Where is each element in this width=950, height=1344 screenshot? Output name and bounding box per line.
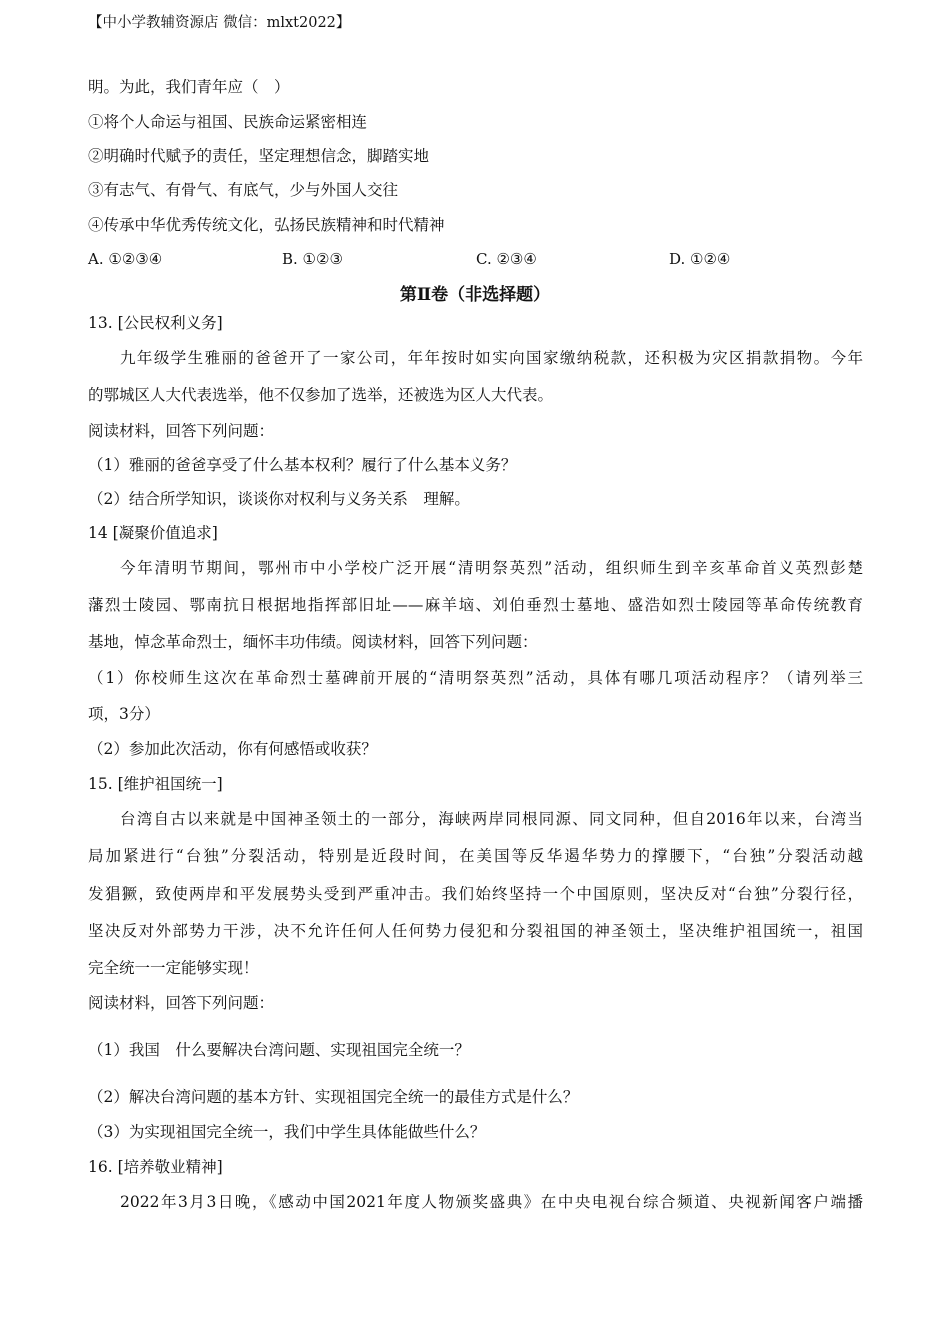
q15-material-line-5: 完全统一一定能够实现！ bbox=[88, 959, 259, 977]
page-header: 【中小学教辅资源店 微信：mlxt2022】 bbox=[88, 15, 351, 31]
q15-question-3: （3）为实现祖国完全统一，我们中学生具体能做些什么？ bbox=[88, 1123, 486, 1141]
q14-material-line-3: 基地，悼念革命烈士，缅怀丰功伟绩。阅读材料，回答下列问题： bbox=[88, 633, 538, 651]
q13-prompt: 阅读材料，回答下列问题： bbox=[88, 422, 275, 440]
q13-question-2: （2）结合所学知识，谈谈你对权利与义务关系 理解。 bbox=[88, 490, 470, 508]
q15-question-1: （1）我国 什么要解决台湾问题、实现祖国完全统一？ bbox=[88, 1041, 470, 1059]
q16-heading: 16. [培养敬业精神] bbox=[88, 1158, 223, 1176]
q12-item-1: ①将个人命运与祖国、民族命运紧密相连 bbox=[88, 113, 368, 131]
q14-question-1: （1）你校师生这次在革命烈士墓碑前开展的“清明祭英烈”活动，具体有哪几项活动程序？（请列举三 bbox=[88, 669, 863, 687]
q15-heading: 15. [维护祖国统一] bbox=[88, 775, 223, 793]
q12-option-c: C. ②③④ bbox=[476, 250, 537, 268]
q14-question-2: （2）参加此次活动，你有何感悟或收获？ bbox=[88, 740, 377, 758]
q14-material-line-2: 藩烈士陵园、鄂南抗日根据地指挥部旧址——麻羊垴、刘伯垂烈士墓地、盛浩如烈士陵园等革命传统教育 bbox=[88, 596, 863, 614]
q12-item-4: ④传承中华优秀传统文化，弘扬民族精神和时代精神 bbox=[88, 216, 445, 234]
q14-material-line-1: 今年清明节期间，鄂州市中小学校广泛开展“清明祭英烈”活动，组织师生到辛亥革命首义英烈彭楚 bbox=[120, 559, 863, 577]
q13-question-1: （1）雅丽的爸爸享受了什么基本权利？履行了什么基本义务？ bbox=[88, 456, 517, 474]
q12-option-b: B. ①②③ bbox=[282, 250, 343, 268]
q13-heading: 13. [公民权利义务] bbox=[88, 314, 223, 332]
q12-options bbox=[0, 250, 950, 270]
q15-prompt: 阅读材料，回答下列问题： bbox=[88, 994, 275, 1012]
q12-option-a: A. ①②③④ bbox=[88, 250, 163, 268]
q14-heading: 14 [凝聚价值追求] bbox=[88, 524, 218, 542]
q15-question-2: （2）解决台湾问题的基本方针、实现祖国完全统一的最佳方式是什么？ bbox=[88, 1088, 579, 1106]
q12-stem-end: 明。为此，我们青年应（ ） bbox=[88, 78, 290, 96]
q14-question-1-cont: 项，3分） bbox=[88, 705, 160, 723]
q15-material-line-2: 局加紧进行“台独”分裂活动，特别是近段时间，在美国等反华遏华势力的撑腰下，“台独”分裂活动越 bbox=[88, 847, 863, 865]
q15-material-line-1: 台湾自古以来就是中国神圣领土的一部分，海峡两岸同根同源、同文同种，但自2016年以来，台湾当 bbox=[120, 810, 863, 828]
q12-item-2: ②明确时代赋予的责任，坚定理想信念，脚踏实地 bbox=[88, 147, 430, 165]
section-title: 第Ⅱ卷（非选择题） bbox=[399, 285, 551, 305]
q12-option-d: D. ①②④ bbox=[669, 250, 731, 268]
q15-material-line-3: 发猖獗，致使两岸和平发展势头受到严重冲击。我们始终坚持一个中国原则，坚决反对“台独”分裂行径， bbox=[88, 885, 863, 903]
q16-material-line-1: 2022年3月3日晚，《感动中国2021年度人物颁奖盛典》在中央电视台综合频道、央视新闻客户端播 bbox=[120, 1193, 863, 1211]
q13-material-line-2: 的鄂城区人大代表选举，他不仅参加了选举，还被选为区人大代表。 bbox=[88, 386, 554, 404]
q13-material-line-1: 九年级学生雅丽的爸爸开了一家公司，年年按时如实向国家缴纳税款，还积极为灾区捐款捐物。今年 bbox=[120, 349, 863, 367]
q15-material-line-4: 坚决反对外部势力干涉，决不允许任何人任何势力侵犯和分裂祖国的神圣领土，坚决维护祖国统一，祖国 bbox=[88, 922, 863, 940]
q12-item-3: ③有志气、有骨气、有底气，少与外国人交往 bbox=[88, 181, 399, 199]
